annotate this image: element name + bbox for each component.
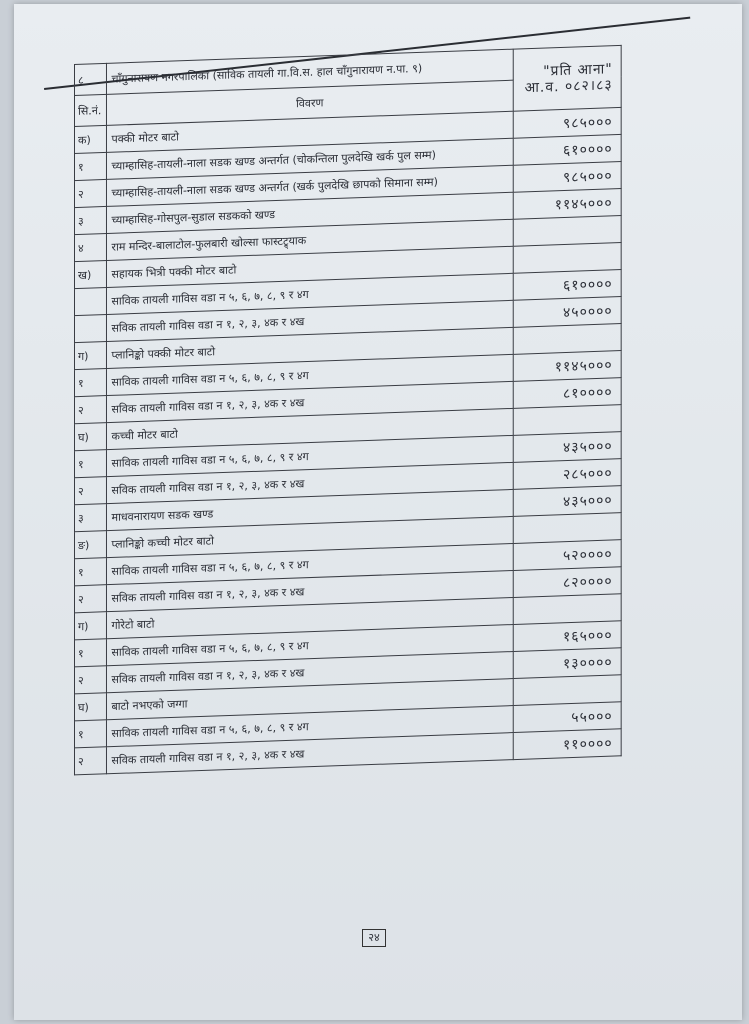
row-serial: ग) bbox=[74, 612, 105, 640]
row-rate: ९८५००० bbox=[513, 161, 621, 192]
row-description: कच्ची मोटर बाटो bbox=[106, 408, 513, 449]
row-serial: ङ) bbox=[74, 531, 105, 559]
row-description: च्याम्हासिह-तायली-नाला सडक खण्ड अन्तर्गत (खर्क पुलदेखि छापको सिमाना सम्म) bbox=[106, 165, 513, 206]
row-rate: ११४५००० bbox=[513, 351, 621, 382]
row-description: सविक तायली गाविस वडा न १, २, ३, ४क र ४ख bbox=[106, 733, 513, 774]
row-serial: ग) bbox=[74, 342, 105, 370]
row-serial: ख) bbox=[74, 261, 105, 289]
row-description: सविक तायली गाविस वडा न १, २, ३, ४क र ४ख bbox=[106, 300, 513, 341]
row-rate: ६१०००० bbox=[513, 134, 621, 165]
page-number: २४ bbox=[362, 929, 386, 947]
row-serial: १ bbox=[74, 639, 105, 667]
row-rate: २८५००० bbox=[513, 459, 621, 490]
row-description: च्याम्हासिह-गोसपुल-सुडाल सडकको खण्ड bbox=[106, 192, 513, 233]
row-rate bbox=[513, 215, 621, 246]
row-rate bbox=[513, 324, 621, 355]
col-header-desc: विवरण bbox=[106, 80, 513, 125]
row-description: सविक तायली गाविस वडा न १, २, ३, ४क र ४ख bbox=[106, 570, 513, 611]
row-serial: ४ bbox=[74, 233, 105, 261]
rate-label: "प्रति आना" bbox=[543, 60, 613, 80]
row-description: बाटो नभएको जग्गा bbox=[106, 679, 513, 720]
row-serial: २ bbox=[74, 477, 105, 505]
row-description: साविक तायली गाविस वडा न ५, ६, ७, ८, ९ र ४ग bbox=[106, 273, 513, 314]
row-rate: ४३५००० bbox=[513, 486, 621, 517]
row-description: प्लानिङ्को कच्ची मोटर बाटो bbox=[106, 516, 513, 557]
row-rate: १६५००० bbox=[513, 621, 621, 652]
row-rate bbox=[513, 405, 621, 436]
row-description: गोरेटो बाटो bbox=[106, 597, 513, 638]
row-serial: २ bbox=[74, 585, 105, 613]
row-description: पक्की मोटर बाटो bbox=[106, 111, 513, 152]
row-description: राम मन्दिर-बालाटोल-फुलबारी खोल्सा फास्टट्र्याक bbox=[106, 219, 513, 260]
row-serial bbox=[74, 288, 105, 316]
row-serial: २ bbox=[74, 179, 105, 207]
row-description: साविक तायली गाविस वडा न ५, ६, ७, ८, ९ र ४ग bbox=[106, 354, 513, 395]
row-description: सविक तायली गाविस वडा न १, २, ३, ४क र ४ख bbox=[106, 462, 513, 503]
row-description: साविक तायली गाविस वडा न ५, ६, ७, ८, ९ र ४ग bbox=[106, 706, 513, 747]
row-serial: ३ bbox=[74, 206, 105, 234]
row-serial: १ bbox=[74, 369, 105, 397]
row-rate: ८२०००० bbox=[513, 567, 621, 598]
row-rate: ४३५००० bbox=[513, 432, 621, 463]
row-serial: १ bbox=[74, 558, 105, 586]
row-rate bbox=[513, 675, 621, 706]
row-rate: ५५००० bbox=[513, 702, 621, 733]
row-rate: ५२०००० bbox=[513, 540, 621, 571]
land-rate-table bbox=[74, 45, 622, 776]
row-rate: १३०००० bbox=[513, 648, 621, 679]
row-description: सविक तायली गाविस वडा न १, २, ३, ४क र ४ख bbox=[106, 381, 513, 422]
row-description: साविक तायली गाविस वडा न ५, ६, ७, ८, ९ र ४ग bbox=[106, 543, 513, 584]
row-description: साविक तायली गाविस वडा न ५, ६, ७, ८, ९ र ४ग bbox=[106, 435, 513, 476]
row-serial: २ bbox=[74, 666, 105, 694]
fiscal-year: आ.व. ०८२।८३ bbox=[524, 76, 613, 96]
row-serial: क) bbox=[74, 125, 105, 153]
row-rate: ४५०००० bbox=[513, 297, 621, 328]
row-serial: २ bbox=[74, 747, 105, 775]
municipality-title: चाँगुनारायण नगरपालिका (साविक तायली गा.वि.स. हाल चाँगुनारायण न.पा. ९) bbox=[106, 49, 513, 94]
row-rate bbox=[513, 594, 621, 625]
rate-table-sheet bbox=[74, 44, 654, 776]
row-rate: ११०००० bbox=[513, 729, 621, 760]
row-rate: ९८५००० bbox=[513, 107, 621, 138]
row-serial: १ bbox=[74, 152, 105, 180]
row-serial: १ bbox=[74, 720, 105, 748]
row-description: प्लानिङ्को पक्की मोटर बाटो bbox=[106, 327, 513, 368]
row-description: माधवनारायण सडक खण्ड bbox=[106, 489, 513, 530]
row-description: साविक तायली गाविस वडा न ५, ६, ७, ८, ९ र ४ग bbox=[106, 625, 513, 666]
row-rate bbox=[513, 243, 621, 274]
row-serial: ३ bbox=[74, 504, 105, 532]
row-rate: ६१०००० bbox=[513, 270, 621, 301]
row-serial bbox=[74, 315, 105, 343]
row-description: सहायक भित्री पक्की मोटर बाटो bbox=[106, 246, 513, 287]
row-description: च्याम्हासिह-तायली-नाला सडक खण्ड अन्तर्गत (चोकन्तिला पुलदेखि खर्क पुल सम्म) bbox=[106, 138, 513, 179]
row-rate: ८१०००० bbox=[513, 378, 621, 409]
row-rate: ११४५००० bbox=[513, 188, 621, 219]
row-description: सविक तायली गाविस वडा न १, २, ३, ४क र ४ख bbox=[106, 652, 513, 693]
row-rate bbox=[513, 513, 621, 544]
row-serial: घ) bbox=[74, 693, 105, 721]
row-serial: घ) bbox=[74, 423, 105, 451]
section-number: ८ bbox=[74, 63, 105, 95]
col-header-sn: सि.नं. bbox=[74, 94, 105, 126]
row-serial: २ bbox=[74, 396, 105, 424]
row-serial: १ bbox=[74, 450, 105, 478]
rate-header-cell bbox=[513, 45, 621, 111]
